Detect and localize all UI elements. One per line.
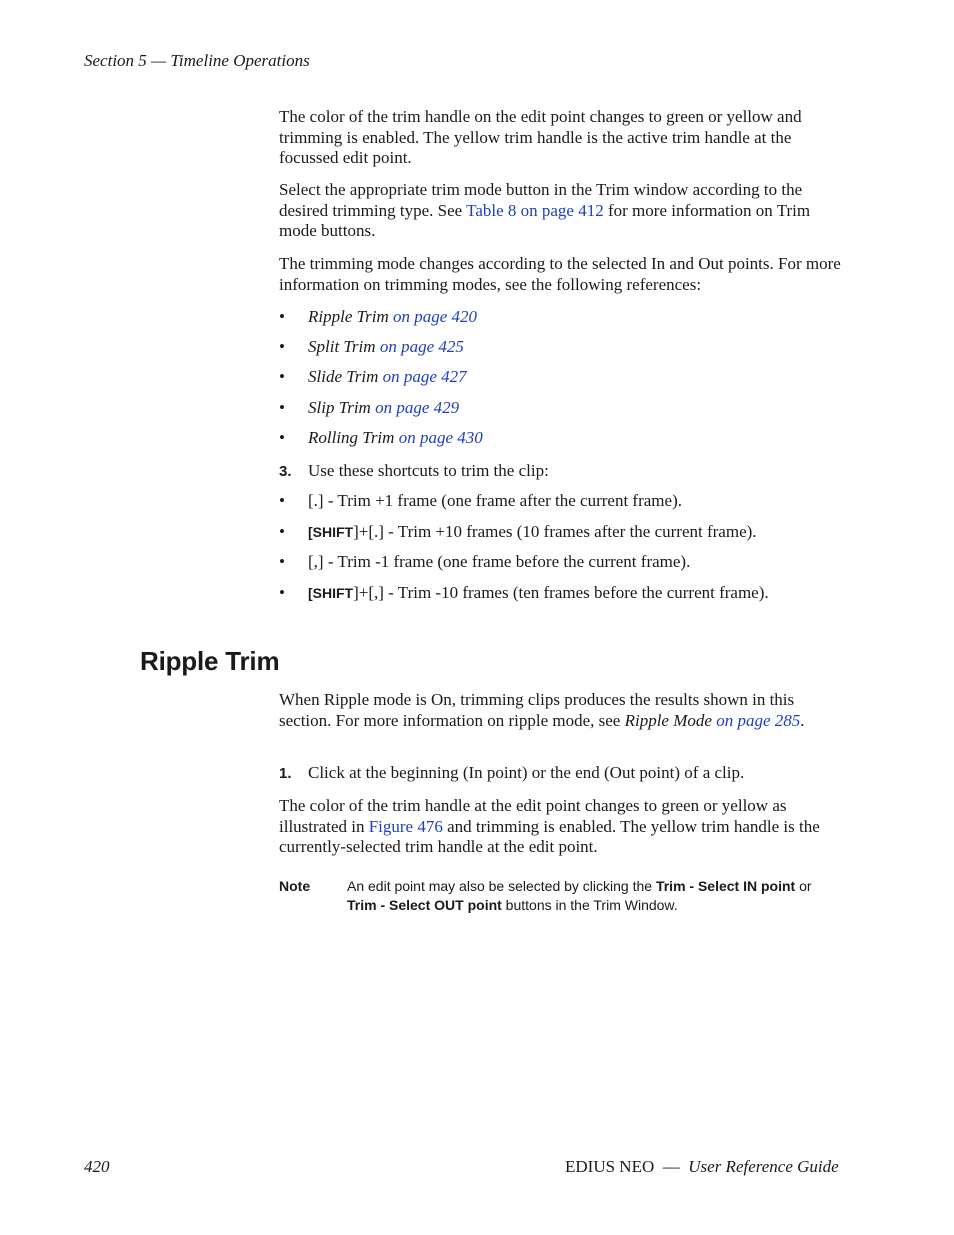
- ripple-mode-ref: Ripple Mode: [624, 710, 712, 730]
- note-bold-in-point: Trim - Select IN point: [655, 878, 796, 894]
- footer-guide-title: EDIUS NEO — User Reference Guide: [565, 1157, 839, 1176]
- ripple-p2-text-before: The color of the trim handle at the edit point changes to green or yellow as illustrated in: [279, 796, 787, 836]
- step-number: 1.: [279, 765, 292, 782]
- shortcut-text: [,] - Trim -1 frame (one frame before the current frame).: [308, 552, 691, 571]
- shortcut-list: [279, 491, 845, 611]
- intro-p2-text-after: for more information on Trim mode buttons.: [279, 200, 811, 240]
- ripple-p1-text: When Ripple mode is On, trimming clips produces the results shown in this section. For more information on ripple mode, see: [279, 690, 795, 730]
- ripple-paragraph-1: [279, 690, 845, 731]
- reference-name: Slip Trim: [308, 398, 371, 417]
- reference-page-link[interactable]: on page 430: [398, 428, 483, 447]
- intro-paragraph-3: [279, 254, 845, 295]
- ripple-p1-end: .: [800, 710, 805, 730]
- shortcut-key: [SHIFT: [308, 585, 354, 601]
- reference-page-link[interactable]: on page 427: [382, 367, 467, 386]
- intro-p3-text: The trimming mode changes according to the selected In and Out points. For more information on trimming modes, see the following references:: [279, 254, 841, 294]
- note-body: An edit point may also be selected by clicking the Trim - Select IN point or Trim - Select OUT point buttons in the Trim Window.: [347, 878, 812, 913]
- intro-paragraph-2: [279, 180, 845, 242]
- reference-page-link[interactable]: on page 425: [379, 337, 464, 356]
- bullet-icon: •: [279, 428, 285, 447]
- ripple-p2-text-after: and trimming is enabled. The yellow trim handle is the currently-selected trim handle at the edit point.: [279, 816, 820, 856]
- section-heading-ripple-trim: Ripple Trim: [140, 646, 280, 676]
- bullet-icon: •: [279, 552, 285, 571]
- bullet-icon: •: [279, 398, 285, 417]
- bullet-icon: •: [279, 307, 285, 326]
- shortcut-text: ]+[.] - Trim +10 frames (10 frames after the current frame).: [353, 522, 757, 541]
- step-number: 3.: [279, 463, 292, 480]
- note-label: Note: [279, 878, 311, 894]
- ripple-mode-page-link[interactable]: on page 285: [711, 710, 801, 730]
- intro-p2-text-before: Select the appropriate trim mode button in the Trim window according to the desired trimming type. See: [279, 180, 803, 220]
- reference-page-link[interactable]: on page 429: [375, 398, 460, 417]
- ripple-paragraph-2: [279, 796, 845, 858]
- trim-mode-reference-list: [279, 307, 845, 457]
- reference-name: Slide Trim: [308, 367, 379, 386]
- note-bold-out-point: Trim - Select OUT point: [347, 897, 502, 913]
- reference-page-link[interactable]: on page 420: [393, 307, 478, 326]
- page-number: 420: [84, 1157, 110, 1176]
- table-8-link[interactable]: Table 8 on page 412: [466, 200, 604, 220]
- bullet-icon: •: [279, 367, 285, 386]
- shortcut-key: [SHIFT: [308, 524, 354, 540]
- bullet-icon: •: [279, 522, 285, 541]
- intro-p1-text: The color of the trim handle on the edit point changes to green or yellow and trimming is enabled. The yellow trim handle is the active trim handle at the focussed edit point.: [279, 107, 802, 167]
- step-text: Click at the beginning (In point) or the end (Out point) of a clip.: [308, 763, 745, 782]
- reference-name: Ripple Trim: [308, 307, 389, 326]
- step-text: Use these shortcuts to trim the clip:: [308, 461, 549, 480]
- shortcut-text: [.] - Trim +1 frame (one frame after the current frame).: [308, 491, 682, 510]
- running-header: Section 5 — Timeline Operations: [84, 51, 310, 70]
- step-3: [279, 461, 845, 483]
- reference-name: Rolling Trim: [308, 428, 395, 447]
- bullet-icon: •: [279, 337, 285, 356]
- shortcut-text: ]+[,] - Trim -10 frames (ten frames before the current frame).: [353, 583, 769, 602]
- ripple-step-1: [279, 763, 845, 785]
- intro-paragraph-1: [279, 107, 845, 169]
- reference-name: Split Trim: [308, 337, 376, 356]
- figure-476-link[interactable]: Figure 476: [368, 816, 443, 836]
- bullet-icon: •: [279, 491, 285, 510]
- bullet-icon: •: [279, 583, 285, 602]
